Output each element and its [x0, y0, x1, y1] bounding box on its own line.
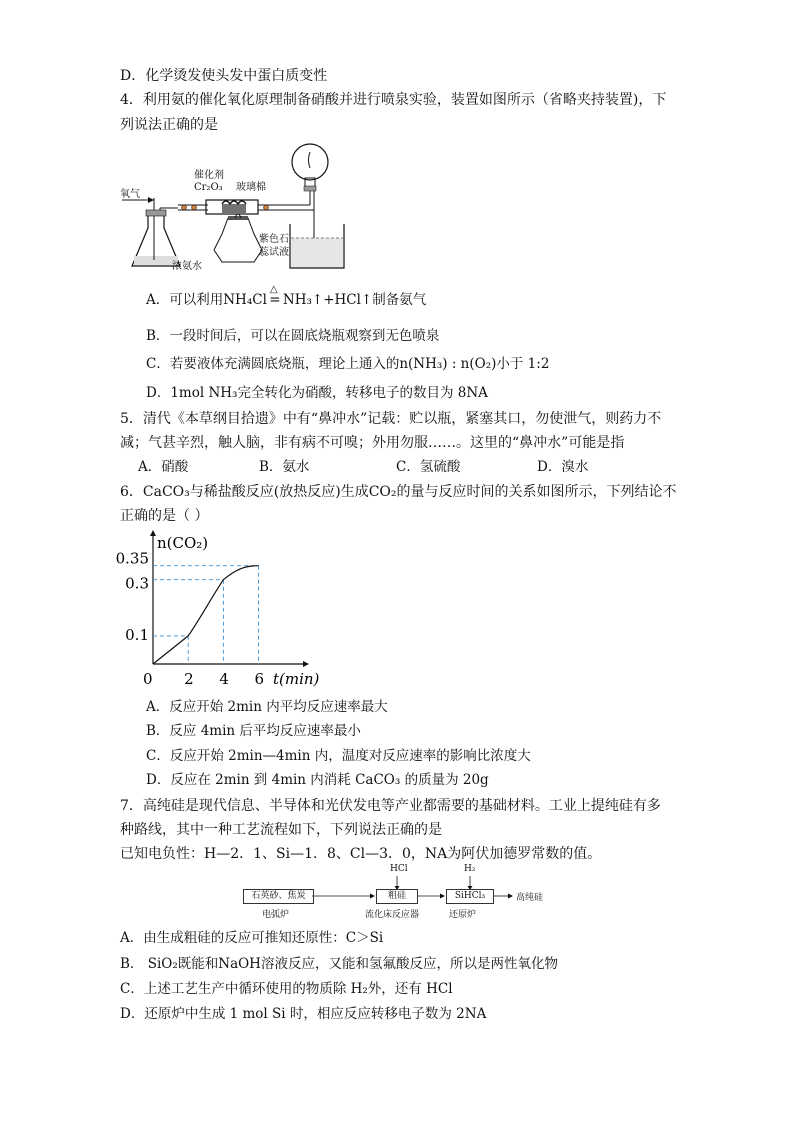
q5-option-a: A．硝酸: [138, 459, 189, 475]
q4-apparatus-figure: [118, 138, 358, 278]
x-axis-label: t(min): [273, 670, 320, 688]
q5-stem-line2: 减；气甚辛烈，触人脑，非有病不可嗅；外用勿服……。这里的“鼻冲水”可能是指: [120, 435, 625, 451]
flow-label-arc-furnace: 电弧炉: [262, 910, 290, 920]
x-tick-label-4: 4: [219, 670, 229, 688]
q6-option-c: C．反应开始 2min—4min 内，温度对反应速率的影响比浓度大: [146, 748, 531, 764]
y-tick-label-0_35: 0.35: [115, 549, 149, 568]
y-tick-label-0_1: 0.1: [125, 625, 149, 644]
label-ammonia: 浓氨水: [172, 261, 202, 272]
y-axis-label: n(CO₂): [157, 534, 209, 552]
x-tick-label-6: 6: [254, 670, 265, 688]
co2-curve: [153, 566, 259, 664]
q5-stem-line1: 5．清代《本草纲目拾遗》中有“鼻冲水”记载：贮以瓶，紧塞其口，勿使泄气，则药力不: [120, 411, 662, 427]
flow-label-fluidized-bed: 流化床反应器: [365, 910, 420, 920]
prev-option-d: D．化学烫发使头发中蛋白质变性: [120, 68, 328, 84]
label-litmus-line1: 紫色石: [259, 234, 289, 245]
q4-stem-line2: 列说法正确的是: [120, 117, 218, 133]
label-oxygen: 氧气: [120, 189, 140, 200]
q5-option-b: B．氨水: [259, 459, 310, 475]
q4-option-d: D．1mol NH₃完全转化为硝酸，转移电子的数目为 8NA: [146, 385, 488, 401]
q7-option-a: A．由生成粗硅的反应可推知还原性：C＞Si: [120, 930, 384, 946]
label-catalyst: 催化剂: [194, 170, 224, 181]
q4-option-a-post: NH₃↑+HCl↑制备氨气: [282, 292, 427, 308]
q6-option-d: D．反应在 2min 到 4min 内消耗 CaCO₃ 的质量为 20g: [146, 772, 489, 788]
q7-stem-line1: 7．高纯硅是现代信息、半导体和光伏发电等产业都需要的基础材料。工业上提纯硅有多: [120, 798, 661, 814]
flow-input-h2: H₂: [464, 864, 476, 874]
flow-box-crude-silicon: 粗硅: [376, 889, 418, 904]
q5-option-d: D．溴水: [537, 459, 589, 475]
q4-option-a-delta: △: [269, 284, 278, 295]
q7-option-b: B． SiO₂既能和NaOH溶液反应，又能和氢氟酸反应，所以是两性氧化物: [120, 956, 558, 972]
q7-option-d: D．还原炉中生成 1 mol Si 时，相应反应转移电子数为 2NA: [120, 1006, 487, 1022]
q7-stem-line3: 已知电负性：H—2．1、Si—1．8、Cl—3．0，NA为阿伏加德罗常数的值。: [120, 846, 602, 862]
q6-stem-line2: 正确的是（ ）: [120, 508, 209, 524]
q7-option-c: C．上述工艺生产中循环使用的物质除 H₂外，还有 HCl: [120, 981, 453, 997]
q4-option-a-arrow: △ =: [267, 291, 283, 309]
label-litmus-line2: 蕊试液: [259, 247, 289, 258]
flow-label-reduction-furnace: 还原炉: [449, 910, 477, 920]
x-axis-arrow: [303, 661, 309, 667]
q6-stem-line1: 6．CaCO₃与稀盐酸反应(放热反应)生成CO₂的量与反应时间的关系如图所示，下列结论不: [120, 484, 677, 500]
flow-product: 高纯硅: [516, 893, 544, 903]
y-tick-label-0_3: 0.3: [125, 574, 149, 593]
y-axis-arrow: [150, 530, 156, 536]
flow-input-hcl: HCl: [390, 864, 408, 874]
q4-option-c: C．若要液体充满圆底烧瓶，理论上通入的n(NH₃) : n(O₂)小于 1:2: [146, 356, 550, 372]
x-tick-label-2: 2: [184, 670, 194, 688]
q4-option-a-pre: A．可以利用NH₄Cl: [146, 292, 267, 308]
q5-option-c: C．氢硫酸: [396, 459, 461, 475]
flow-box-sihcl3: SiHCl₃: [446, 889, 494, 904]
label-cr2o3: Cr₂O₃: [194, 182, 223, 193]
q6-co2-chart: [115, 528, 320, 690]
q4-option-a: [146, 284, 427, 309]
q6-option-b: B．反应 4min 后平均反应速率最小: [146, 723, 361, 739]
q6-option-a: A．反应开始 2min 内平均反应速率最大: [146, 699, 388, 715]
x-tick-label-0: 0: [143, 670, 153, 688]
q4-stem-line1: 4．利用氨的催化氧化原理制备硝酸并进行喷泉实验，装置如图所示（省略夹持装置)，下: [120, 92, 667, 108]
q4-option-b: B．一段时间后，可以在圆底烧瓶观察到无色喷泉: [146, 328, 440, 344]
flow-box-raw-materials: 石英砂、焦炭: [243, 889, 314, 904]
label-glass-wool: 玻璃棉: [236, 182, 266, 193]
q7-stem-line2: 种路线，其中一种工艺流程如下，下列说法正确的是: [120, 822, 442, 838]
